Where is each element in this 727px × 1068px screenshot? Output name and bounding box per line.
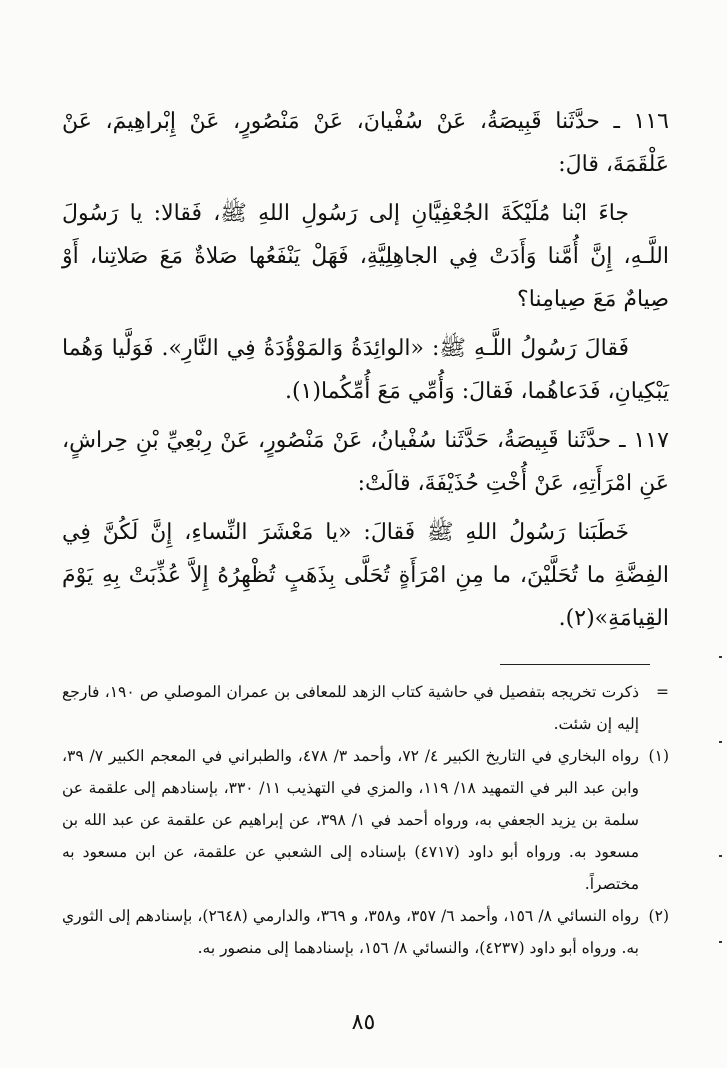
page-number: ٨٥ (351, 1010, 376, 1035)
hadith-117-isnad: ١١٧ ـ حدَّثَنا قَبِيصَةُ، حَدَّثَنا سُفْيانُ، عَنْ مَنْصُورٍ، عَنْ رِبْعِيِّ بْنِ حِراشٍ، عَنِ امْرَأَتِهِ، عَنْ أُخْتِ حُذَيْفَةَ، قالَتْ: (62, 428, 669, 496)
main-text (62, 100, 669, 640)
edge-mark (719, 656, 722, 658)
footnote-mark: (٢) (648, 907, 669, 925)
hadith-116-isnad: ١١٦ ـ حدَّثَنا قَبِيصَةُ، عَنْ سُفْيانَ، عَنْ مَنْصُورٍ، عَنْ إِبْراهِيمَ، عَنْ عَلْقَمَةَ، قالَ: (62, 109, 669, 177)
footnote-text: رواه البخاري في التاريخ الكبير ٤/ ٧٢، وأحمد ٣/ ٤٧٨، والطبراني في المعجم الكبير ٧/ ٣٩، وابن عبد البر في التمهيد ١٨/ ١١٩، والمزي في التهذيب ١١/ ٣٣٠، بإسنادهم إلى علقمة عن سلمة بن يزيد الجعفي به، ورواه أحمد في ١/ ٣٩٨، عن إبراهيم عن علقمة عن عبد الله بن مسعود به. ورواه أبو داود (٤٧١٧) بإسناده إلى الشعبي عن علقمة، عن ابن مسعود به مختصراً. (62, 747, 640, 893)
edge-mark (719, 941, 722, 943)
footnote-divider (500, 664, 650, 665)
edge-mark (719, 741, 722, 743)
footnote-mark: = (656, 683, 669, 701)
footnote-continued (62, 676, 669, 740)
hadith-117-matn: خَطَبَنا رَسُولُ اللهِ ﷺ فَقالَ: «يا مَعْشَرَ النِّساءِ، إِنَّ لَكُنَّ فِي الفِضَّةِ ما تُحَلَّيْنَ، ما مِنِ امْرَأَةٍ تُحَلَّى بِذَهَبٍ تُظْهِرُهُ إِلاَّ عُذِّبَتْ بِهِ يَوْمَ القِيامَةِ»(٢). (62, 520, 669, 631)
footnote-2 (62, 900, 669, 964)
footnote-text: ذكرت تخريجه بتفصيل في حاشية كتاب الزهد للمعافى بن عمران الموصلي ص ١٩٠، فارجع إليه إن شئت. (62, 683, 639, 733)
footnote-1 (62, 740, 669, 900)
hadith-116-matn: جاءَ ابْنا مُلَيْكَةَ الجُعْفِيَّانِ إلى رَسُولِ اللهِ ﷺ، فَقالا: يا رَسُولَ اللَّـهِ، إِنَّ أُمَّنا وَأَدَتْ فِي الجاهِلِيَّةِ، فَهَلْ يَنْفَعُها صَلاةٌ مَعَ صَلاتِنا، أَوْ صِيامٌ مَعَ صِيامِنا؟ (62, 201, 669, 312)
footnotes (62, 676, 669, 964)
footnote-mark: (١) (648, 747, 669, 765)
hadith-116-reply: فَقالَ رَسُولُ اللَّـهِ ﷺ: «الوائِدَةُ وَالمَوْؤُدَةُ فِي النَّارِ». فَوَلَّيا وَهُما يَبْكِيانِ، فَدَعاهُما، فَقالَ: وَأُمِّي مَعَ أُمِّكُما(١). (62, 336, 669, 404)
edge-mark (719, 855, 722, 857)
footnote-text: رواه النسائي ٨/ ١٥٦، وأحمد ٦/ ٣٥٧، و٣٥٨، و ٣٦٩، والدارمي (٢٦٤٨)، بإسنادهم إلى الثوري به. ورواه أبو داود (٤٢٣٧)، والنسائي ٨/ ١٥٦، بإسنادهما إلى منصور به. (62, 907, 640, 957)
